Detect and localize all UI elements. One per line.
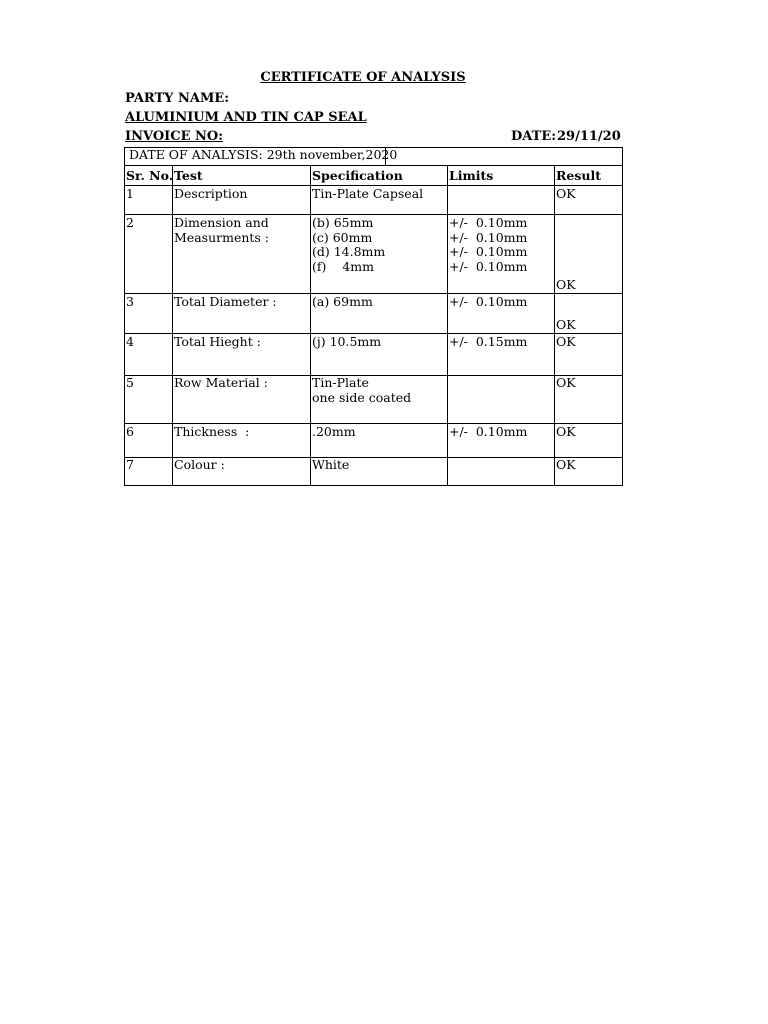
row-2-test-line-2: Measurments : — [174, 229, 270, 245]
row-5-sr: 5 — [126, 375, 134, 390]
row-2-limit-line-3: +/- 0.10mm — [449, 244, 528, 259]
row-1-test: Description — [174, 186, 248, 201]
row-2-result: OK — [556, 277, 576, 292]
date-label: DATE: — [511, 129, 557, 144]
row-3-sr: 3 — [126, 294, 134, 309]
row-5-result: OK — [556, 375, 576, 390]
header-specification: Specification — [312, 168, 403, 183]
row-7-spec: White — [312, 457, 350, 472]
header-test: Test — [174, 168, 203, 183]
header-limits: Limits — [449, 168, 494, 183]
row-4-spec: (j) 10.5mm — [312, 334, 382, 349]
row-2-limit-line-2: +/- 0.10mm — [449, 229, 528, 245]
header-sr-no: Sr. No. — [126, 168, 174, 183]
analysis-table — [124, 147, 623, 486]
row-6-spec: .20mm — [312, 424, 356, 439]
row-2-spec-line-2: (c) 60mm — [312, 229, 373, 245]
row-2-sr: 2 — [126, 215, 134, 230]
row-2-limit-line-1: +/- 0.10mm — [449, 215, 528, 230]
row-5-spec-line-2: one side coated — [312, 389, 412, 405]
row-6-result: OK — [556, 424, 576, 439]
row-2-spec-line-4: (f) 4mm — [312, 258, 374, 274]
row-1-result: OK — [556, 186, 576, 201]
row-5-test: Row Material : — [174, 375, 268, 390]
row-5-spec-line-1: Tin-Plate — [312, 375, 369, 390]
row-2-limit-line-4: +/- 0.10mm — [449, 258, 528, 274]
row-7-result: OK — [556, 457, 576, 472]
row-6-test: Thickness : — [174, 424, 250, 439]
row-4-test: Total Hieght : — [174, 334, 261, 349]
row-1-spec: Tin-Plate Capseal — [312, 186, 424, 201]
row-3-spec: (a) 69mm — [312, 294, 373, 309]
header-result: Result — [556, 168, 601, 183]
row-4-sr: 4 — [126, 334, 134, 349]
row-1-sr: 1 — [126, 186, 134, 201]
row-6-limit: +/- 0.10mm — [449, 424, 528, 439]
row-2-spec-line-1: (b) 65mm — [312, 215, 374, 230]
row-7-sr: 7 — [126, 457, 134, 472]
row-3-test: Total Diameter : — [174, 294, 277, 309]
row-6-sr: 6 — [126, 424, 134, 439]
date-value: 29/11/20 — [557, 129, 621, 144]
party-name-label: PARTY NAME: — [125, 91, 230, 106]
row-3-limit: +/- 0.10mm — [449, 294, 528, 309]
row-2-test-line-1: Dimension and — [174, 215, 269, 230]
document-title: CERTIFICATE OF ANALYSIS — [260, 70, 466, 85]
row-4-limit: +/- 0.15mm — [449, 334, 528, 349]
row-7-test: Colour : — [174, 457, 225, 472]
product-name: ALUMINIUM AND TIN CAP SEAL — [125, 110, 367, 125]
invoice-label: INVOICE NO: — [125, 129, 224, 144]
row-2-spec-line-3: (d) 14.8mm — [312, 244, 386, 259]
analysis-date: DATE OF ANALYSIS: 29th november,2020 — [129, 147, 398, 162]
row-4-result: OK — [556, 334, 576, 349]
row-3-result: OK — [556, 317, 576, 332]
